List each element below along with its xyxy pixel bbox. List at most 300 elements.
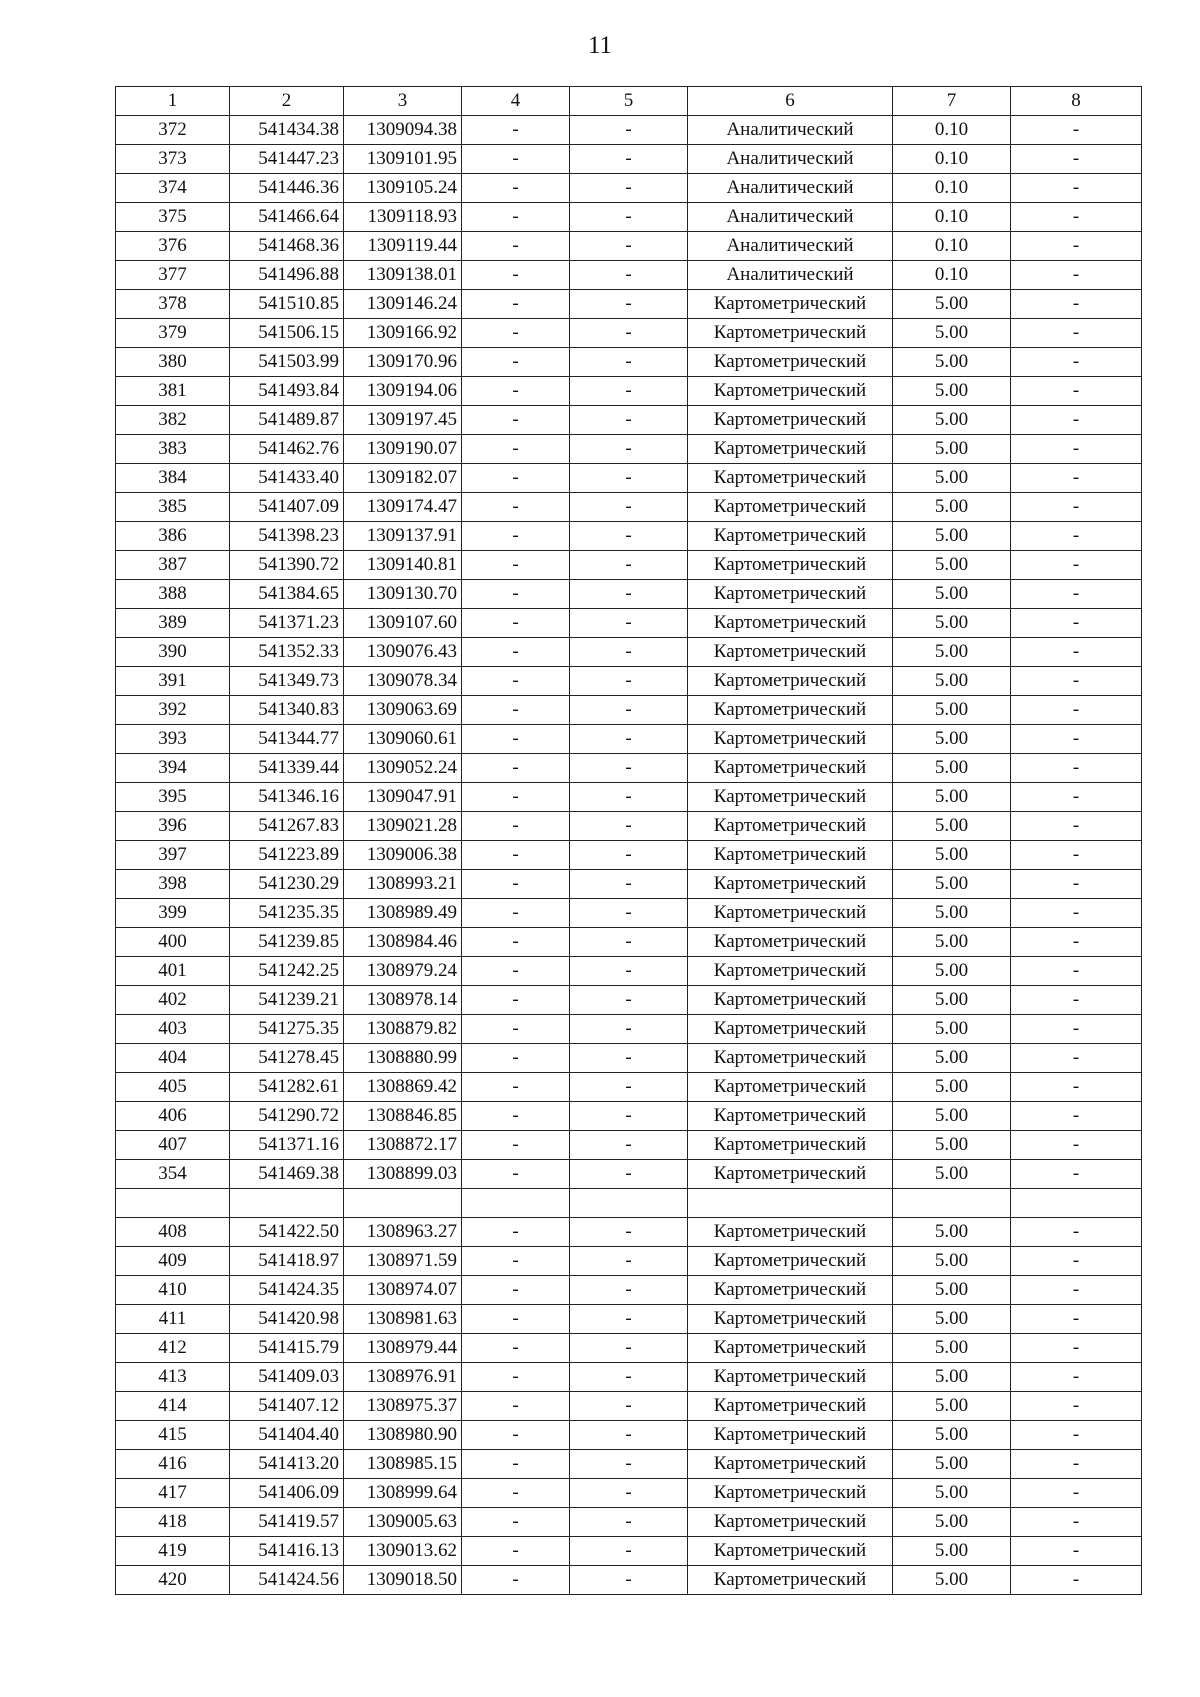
y-coordinate-cell: 1309190.07 [344,435,462,464]
y-coordinate-cell: 1308989.49 [344,899,462,928]
method-cell: Картометрический [688,522,893,551]
x-coordinate-cell: 541384.65 [230,580,344,609]
point-number-cell: 410 [116,1276,230,1305]
y-coordinate-cell: 1309138.01 [344,261,462,290]
col-5-cell: - [570,261,688,290]
col-8-cell: - [1011,1392,1142,1421]
col-5-cell: - [570,1334,688,1363]
method-cell: Картометрический [688,754,893,783]
col-5-cell: - [570,638,688,667]
table-row [116,696,1142,725]
col-4-cell: - [462,1073,570,1102]
method-cell: Картометрический [688,638,893,667]
y-coordinate-cell: 1309146.24 [344,290,462,319]
y-coordinate-cell: 1309140.81 [344,551,462,580]
accuracy-cell: 5.00 [893,1334,1011,1363]
table-row [116,1073,1142,1102]
col-5-cell: - [570,377,688,406]
col-8-cell: - [1011,1044,1142,1073]
col-5-cell: - [570,1421,688,1450]
x-coordinate-cell: 541349.73 [230,667,344,696]
method-cell: Картометрический [688,841,893,870]
table-row [116,870,1142,899]
method-cell: Картометрический [688,899,893,928]
col-8-cell: - [1011,377,1142,406]
column-header-3: 3 [344,87,462,116]
y-coordinate-cell: 1309107.60 [344,609,462,638]
x-coordinate-cell: 541462.76 [230,435,344,464]
table-row [116,1450,1142,1479]
method-cell: Картометрический [688,957,893,986]
table-row [116,1247,1142,1276]
x-coordinate-cell: 541422.50 [230,1218,344,1247]
table-body [116,116,1142,1595]
x-coordinate-cell: 541468.36 [230,232,344,261]
method-cell: Картометрический [688,609,893,638]
point-number-cell: 384 [116,464,230,493]
x-coordinate-cell [230,1189,344,1218]
method-cell: Картометрический [688,783,893,812]
col-4-cell: - [462,986,570,1015]
col-5-cell: - [570,232,688,261]
x-coordinate-cell: 541406.09 [230,1479,344,1508]
point-number-cell: 378 [116,290,230,319]
accuracy-cell: 5.00 [893,899,1011,928]
table-row [116,638,1142,667]
x-coordinate-cell: 541418.97 [230,1247,344,1276]
method-cell: Картометрический [688,1131,893,1160]
accuracy-cell: 5.00 [893,1479,1011,1508]
col-4-cell: - [462,435,570,464]
col-8-cell: - [1011,464,1142,493]
method-cell: Картометрический [688,1044,893,1073]
col-5-cell: - [570,435,688,464]
col-8-cell: - [1011,174,1142,203]
accuracy-cell: 0.10 [893,261,1011,290]
table-row [116,725,1142,754]
col-4-cell: - [462,145,570,174]
col-8-cell: - [1011,145,1142,174]
accuracy-cell: 5.00 [893,696,1011,725]
col-5-cell: - [570,1305,688,1334]
col-4-cell: - [462,348,570,377]
col-8-cell: - [1011,551,1142,580]
col-8-cell: - [1011,1276,1142,1305]
col-5-cell: - [570,319,688,348]
x-coordinate-cell: 541239.85 [230,928,344,957]
column-header-5: 5 [570,87,688,116]
col-4-cell: - [462,1044,570,1073]
accuracy-cell: 0.10 [893,145,1011,174]
table-row [116,1044,1142,1073]
col-5-cell: - [570,841,688,870]
header-row [116,87,1142,116]
x-coordinate-cell: 541340.83 [230,696,344,725]
table-row [116,377,1142,406]
col-8-cell: - [1011,232,1142,261]
x-coordinate-cell: 541346.16 [230,783,344,812]
col-5-cell: - [570,609,688,638]
coordinates-table [115,86,1142,1595]
accuracy-cell: 5.00 [893,1363,1011,1392]
col-4-cell: - [462,696,570,725]
col-5-cell: - [570,957,688,986]
point-number-cell: 399 [116,899,230,928]
col-8-cell: - [1011,841,1142,870]
x-coordinate-cell: 541433.40 [230,464,344,493]
col-5-cell: - [570,1566,688,1595]
method-cell: Картометрический [688,1479,893,1508]
col-5-cell: - [570,1450,688,1479]
table-row [116,609,1142,638]
col-4-cell: - [462,319,570,348]
col-5-cell: - [570,812,688,841]
accuracy-cell [893,1189,1011,1218]
point-number-cell: 381 [116,377,230,406]
table-row [116,754,1142,783]
accuracy-cell: 5.00 [893,638,1011,667]
method-cell: Картометрический [688,1537,893,1566]
accuracy-cell: 5.00 [893,725,1011,754]
method-cell: Картометрический [688,1450,893,1479]
method-cell: Аналитический [688,203,893,232]
col-5-cell: - [570,348,688,377]
method-cell: Картометрический [688,1218,893,1247]
y-coordinate-cell: 1308963.27 [344,1218,462,1247]
x-coordinate-cell: 541413.20 [230,1450,344,1479]
accuracy-cell: 5.00 [893,1276,1011,1305]
col-4-cell: - [462,1421,570,1450]
method-cell: Картометрический [688,986,893,1015]
accuracy-cell: 5.00 [893,1015,1011,1044]
col-5-cell: - [570,203,688,232]
accuracy-cell: 5.00 [893,1508,1011,1537]
table-row [116,1421,1142,1450]
y-coordinate-cell: 1308984.46 [344,928,462,957]
method-cell: Картометрический [688,1073,893,1102]
accuracy-cell: 5.00 [893,1566,1011,1595]
y-coordinate-cell: 1308899.03 [344,1160,462,1189]
table-row [116,1392,1142,1421]
method-cell: Аналитический [688,116,893,145]
x-coordinate-cell: 541446.36 [230,174,344,203]
x-coordinate-cell: 541371.16 [230,1131,344,1160]
point-number-cell: 401 [116,957,230,986]
point-number-cell: 383 [116,435,230,464]
x-coordinate-cell: 541447.23 [230,145,344,174]
col-8-cell: - [1011,116,1142,145]
col-5-cell: - [570,1218,688,1247]
page-number: 11 [587,32,613,59]
x-coordinate-cell: 541424.56 [230,1566,344,1595]
x-coordinate-cell: 541371.23 [230,609,344,638]
col-4-cell: - [462,377,570,406]
x-coordinate-cell: 541242.25 [230,957,344,986]
point-number-cell: 385 [116,493,230,522]
col-4-cell [462,1189,570,1218]
table-row [116,841,1142,870]
method-cell: Картометрический [688,1015,893,1044]
x-coordinate-cell: 541503.99 [230,348,344,377]
col-5-cell: - [570,1102,688,1131]
col-8-cell: - [1011,812,1142,841]
col-5-cell: - [570,145,688,174]
method-cell: Картометрический [688,812,893,841]
y-coordinate-cell: 1309166.92 [344,319,462,348]
y-coordinate-cell: 1309052.24 [344,754,462,783]
x-coordinate-cell: 541290.72 [230,1102,344,1131]
col-8-cell: - [1011,1247,1142,1276]
col-4-cell: - [462,1392,570,1421]
method-cell: Картометрический [688,1102,893,1131]
y-coordinate-cell: 1309130.70 [344,580,462,609]
col-8-cell: - [1011,1160,1142,1189]
col-8-cell: - [1011,1363,1142,1392]
method-cell: Картометрический [688,1160,893,1189]
col-4-cell: - [462,290,570,319]
table-row [116,1334,1142,1363]
method-cell: Аналитический [688,145,893,174]
col-4-cell: - [462,841,570,870]
x-coordinate-cell: 541424.35 [230,1276,344,1305]
col-4-cell: - [462,116,570,145]
col-8-cell: - [1011,725,1142,754]
col-8-cell: - [1011,1537,1142,1566]
column-header-7: 7 [893,87,1011,116]
point-number-cell: 417 [116,1479,230,1508]
accuracy-cell: 0.10 [893,232,1011,261]
accuracy-cell: 0.10 [893,174,1011,203]
accuracy-cell: 5.00 [893,1421,1011,1450]
col-8-cell: - [1011,1015,1142,1044]
table-row [116,261,1142,290]
point-number-cell: 372 [116,116,230,145]
accuracy-cell: 5.00 [893,1131,1011,1160]
table-row [116,1189,1142,1218]
table-row [116,319,1142,348]
y-coordinate-cell: 1308846.85 [344,1102,462,1131]
y-coordinate-cell: 1308879.82 [344,1015,462,1044]
y-coordinate-cell: 1308976.91 [344,1363,462,1392]
col-4-cell: - [462,754,570,783]
x-coordinate-cell: 541434.38 [230,116,344,145]
y-coordinate-cell: 1308981.63 [344,1305,462,1334]
col-4-cell: - [462,1450,570,1479]
col-8-cell [1011,1189,1142,1218]
col-5-cell: - [570,1044,688,1073]
table-row [116,174,1142,203]
method-cell: Картометрический [688,870,893,899]
table-row [116,667,1142,696]
y-coordinate-cell: 1309105.24 [344,174,462,203]
y-coordinate-cell: 1309076.43 [344,638,462,667]
table-row [116,812,1142,841]
col-4-cell: - [462,783,570,812]
table-row [116,1363,1142,1392]
x-coordinate-cell: 541404.40 [230,1421,344,1450]
col-4-cell: - [462,1479,570,1508]
table-row [116,145,1142,174]
accuracy-cell: 5.00 [893,319,1011,348]
accuracy-cell: 5.00 [893,957,1011,986]
method-cell: Картометрический [688,1508,893,1537]
col-8-cell: - [1011,1566,1142,1595]
col-8-cell: - [1011,261,1142,290]
col-5-cell: - [570,1276,688,1305]
col-5-cell: - [570,580,688,609]
table-row [116,1508,1142,1537]
accuracy-cell: 5.00 [893,928,1011,957]
y-coordinate-cell: 1308971.59 [344,1247,462,1276]
x-coordinate-cell: 541278.45 [230,1044,344,1073]
col-4-cell: - [462,1247,570,1276]
col-8-cell: - [1011,754,1142,783]
x-coordinate-cell: 541398.23 [230,522,344,551]
accuracy-cell: 5.00 [893,986,1011,1015]
x-coordinate-cell: 541352.33 [230,638,344,667]
col-5-cell: - [570,290,688,319]
table-row [116,1479,1142,1508]
x-coordinate-cell: 541267.83 [230,812,344,841]
col-4-cell: - [462,464,570,493]
method-cell: Аналитический [688,174,893,203]
table-row [116,1218,1142,1247]
x-coordinate-cell: 541419.57 [230,1508,344,1537]
table-row [116,957,1142,986]
table-row [116,290,1142,319]
method-cell: Картометрический [688,493,893,522]
y-coordinate-cell: 1308985.15 [344,1450,462,1479]
point-number-cell: 374 [116,174,230,203]
y-coordinate-cell: 1309137.91 [344,522,462,551]
point-number-cell: 382 [116,406,230,435]
col-4-cell: - [462,1566,570,1595]
col-5-cell: - [570,1392,688,1421]
accuracy-cell: 5.00 [893,377,1011,406]
col-5-cell: - [570,1537,688,1566]
col-8-cell: - [1011,986,1142,1015]
x-coordinate-cell: 541416.13 [230,1537,344,1566]
table-row [116,1160,1142,1189]
y-coordinate-cell: 1308980.90 [344,1421,462,1450]
point-number-cell: 391 [116,667,230,696]
point-number-cell: 377 [116,261,230,290]
point-number-cell: 418 [116,1508,230,1537]
accuracy-cell: 5.00 [893,1218,1011,1247]
point-number-cell: 407 [116,1131,230,1160]
col-8-cell: - [1011,899,1142,928]
point-number-cell: 419 [116,1537,230,1566]
method-cell: Картометрический [688,1392,893,1421]
y-coordinate-cell: 1309118.93 [344,203,462,232]
point-number-cell: 392 [116,696,230,725]
col-4-cell: - [462,870,570,899]
accuracy-cell: 0.10 [893,203,1011,232]
accuracy-cell: 5.00 [893,551,1011,580]
point-number-cell: 400 [116,928,230,957]
point-number-cell: 387 [116,551,230,580]
y-coordinate-cell: 1309047.91 [344,783,462,812]
col-5-cell: - [570,493,688,522]
x-coordinate-cell: 541344.77 [230,725,344,754]
col-5-cell: - [570,116,688,145]
col-4-cell: - [462,261,570,290]
method-cell: Картометрический [688,551,893,580]
x-coordinate-cell: 541239.21 [230,986,344,1015]
point-number-cell: 395 [116,783,230,812]
col-4-cell: - [462,725,570,754]
x-coordinate-cell: 541489.87 [230,406,344,435]
point-number-cell: 380 [116,348,230,377]
table-row [116,435,1142,464]
table-row [116,580,1142,609]
point-number-cell: 396 [116,812,230,841]
y-coordinate-cell [344,1189,462,1218]
col-5-cell: - [570,1073,688,1102]
col-5-cell: - [570,1363,688,1392]
x-coordinate-cell: 541466.64 [230,203,344,232]
point-number-cell: 388 [116,580,230,609]
col-5-cell: - [570,1131,688,1160]
point-number-cell: 416 [116,1450,230,1479]
col-8-cell: - [1011,406,1142,435]
col-4-cell: - [462,1131,570,1160]
col-5-cell: - [570,1160,688,1189]
point-number-cell: 398 [116,870,230,899]
table-row [116,1305,1142,1334]
table-row [116,1276,1142,1305]
y-coordinate-cell: 1309021.28 [344,812,462,841]
col-4-cell: - [462,203,570,232]
table-row [116,551,1142,580]
col-5-cell: - [570,667,688,696]
y-coordinate-cell: 1309182.07 [344,464,462,493]
accuracy-cell: 5.00 [893,435,1011,464]
accuracy-cell: 5.00 [893,1160,1011,1189]
point-number-cell: 403 [116,1015,230,1044]
col-8-cell: - [1011,609,1142,638]
point-number-cell: 375 [116,203,230,232]
col-8-cell: - [1011,1508,1142,1537]
table-row [116,1102,1142,1131]
method-cell: Картометрический [688,1305,893,1334]
col-5-cell: - [570,899,688,928]
column-header-2: 2 [230,87,344,116]
x-coordinate-cell: 541230.29 [230,870,344,899]
col-8-cell: - [1011,638,1142,667]
x-coordinate-cell: 541223.89 [230,841,344,870]
method-cell: Картометрический [688,928,893,957]
method-cell: Картометрический [688,667,893,696]
col-4-cell: - [462,1334,570,1363]
accuracy-cell: 5.00 [893,783,1011,812]
method-cell: Картометрический [688,377,893,406]
method-cell: Картометрический [688,464,893,493]
point-number-cell [116,1189,230,1218]
col-4-cell: - [462,1102,570,1131]
y-coordinate-cell: 1309018.50 [344,1566,462,1595]
y-coordinate-cell: 1309101.95 [344,145,462,174]
col-8-cell: - [1011,1334,1142,1363]
y-coordinate-cell: 1309060.61 [344,725,462,754]
table-row [116,464,1142,493]
table-row [116,899,1142,928]
col-8-cell: - [1011,290,1142,319]
col-4-cell: - [462,899,570,928]
x-coordinate-cell: 541407.12 [230,1392,344,1421]
point-number-cell: 389 [116,609,230,638]
accuracy-cell: 0.10 [893,116,1011,145]
